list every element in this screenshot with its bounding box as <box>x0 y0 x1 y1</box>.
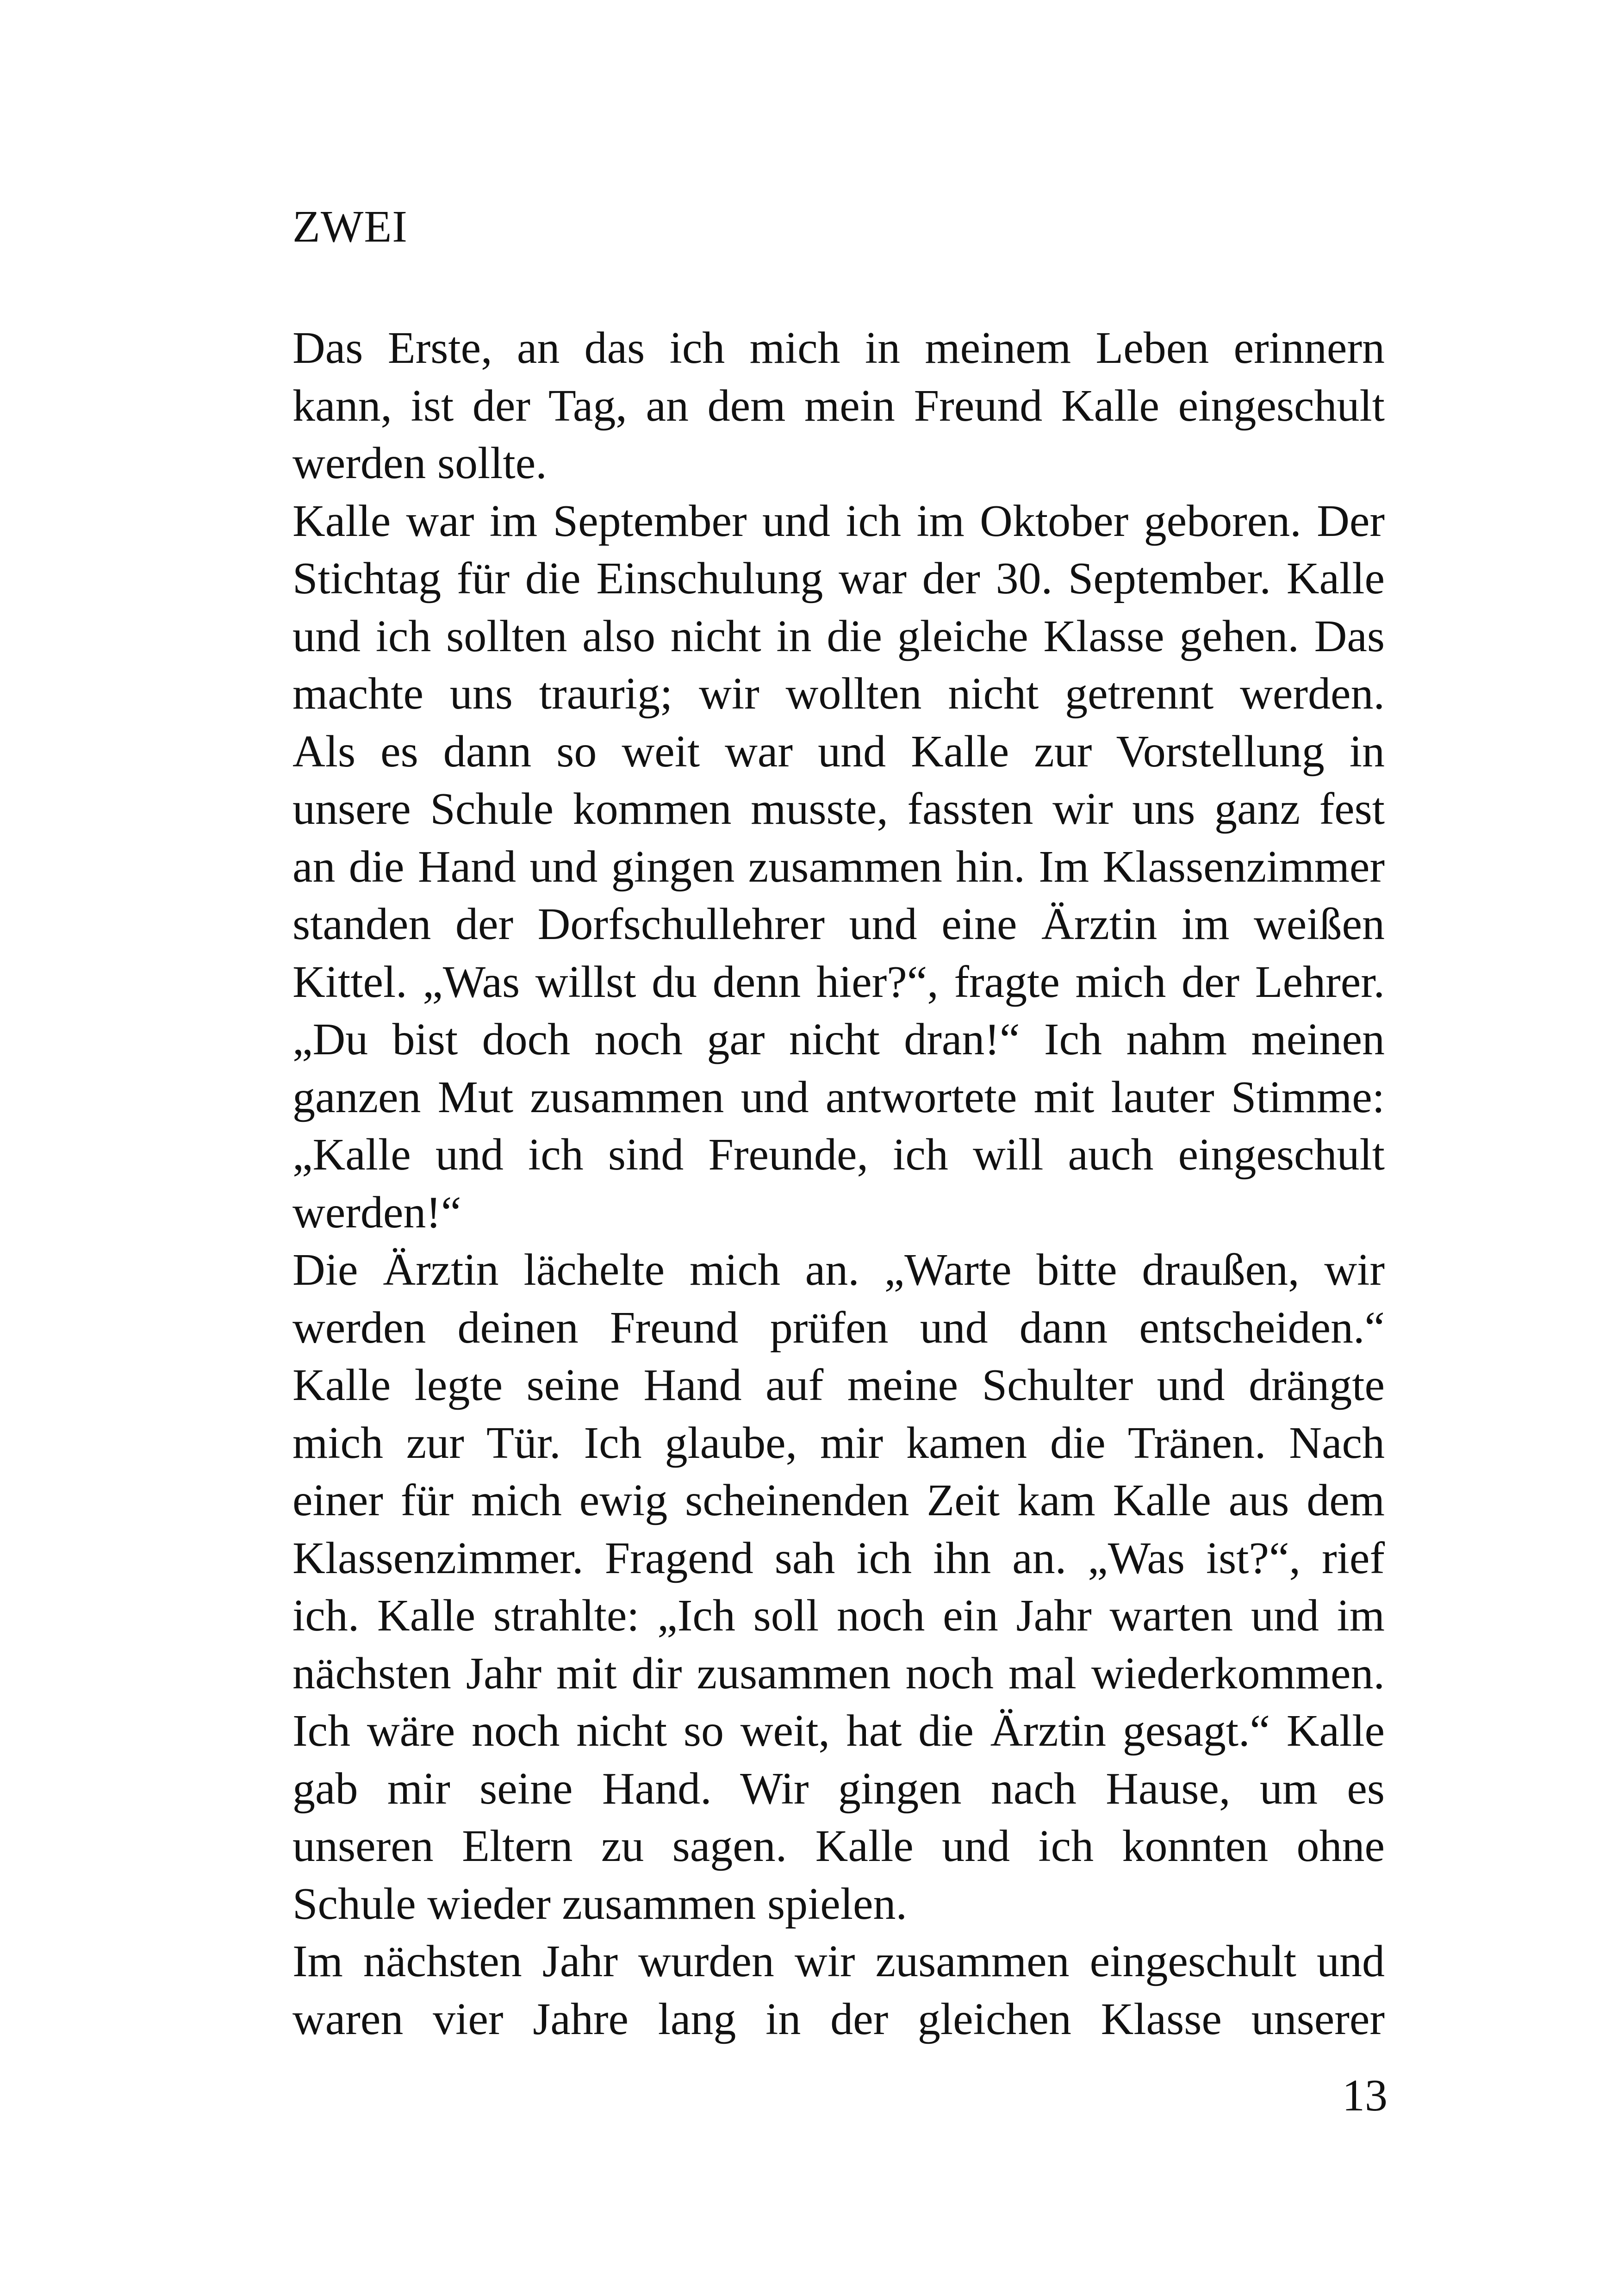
text-line: gab mir seine Hand. Wir gingen nach Hause, um es <box>292 1763 1385 1814</box>
text-line: mich zur Tür. Ich glaube, mir kamen die Tränen. Nach <box>292 1418 1385 1468</box>
text-line: Die Ärztin lächelte mich an. „Warte bitte draußen, wir <box>292 1245 1385 1295</box>
text-line: an die Hand und gingen zusammen hin. Im Klassenzimmer <box>292 841 1385 892</box>
text-line: waren vier Jahre lang in der gleichen Klasse unserer <box>292 1994 1385 2044</box>
text-line: nächsten Jahr mit dir zusammen noch mal wiederkommen. <box>292 1648 1385 1699</box>
text-line: Stichtag für die Einschulung war der 30. September. Kalle <box>292 554 1385 604</box>
text-line: Kalle legte seine Hand auf meine Schulter und drängte <box>292 1360 1385 1410</box>
text-line: ich. Kalle strahlte: „Ich soll noch ein Jahr warten und im <box>292 1591 1385 1641</box>
text-line: Als es dann so weit war und Kalle zur Vorstellung in <box>292 726 1385 777</box>
body-text <box>292 319 1385 2048</box>
text-line: werden deinen Freund prüfen und dann entscheiden.“ <box>292 1302 1385 1353</box>
text-line: werden sollte. <box>292 438 547 488</box>
page-number: 13 <box>1342 2071 1388 2121</box>
text-line: Kalle war im September und ich im Oktober geboren. Der <box>292 496 1385 546</box>
text-line: Ich wäre noch nicht so weit, hat die Ärztin gesagt.“ Kalle <box>292 1706 1385 1756</box>
text-line: einer für mich ewig scheinenden Zeit kam Kalle aus dem <box>292 1475 1385 1525</box>
text-line: Im nächsten Jahr wurden wir zusammen eingeschult und <box>292 1936 1385 1986</box>
text-line: und ich sollten also nicht in die gleiche Klasse gehen. Das <box>292 611 1385 661</box>
text-line: standen der Dorfschullehrer und eine Ärztin im weißen <box>292 899 1385 949</box>
text-line: Klassenzimmer. Fragend sah ich ihn an. „Was ist?“, rief <box>292 1533 1385 1583</box>
text-line: Kittel. „Was willst du denn hier?“, fragte mich der Lehrer. <box>292 957 1385 1007</box>
text-line: kann, ist der Tag, an dem mein Freund Kalle eingeschult <box>292 380 1385 431</box>
text-line: unsere Schule kommen musste, fassten wir uns ganz fest <box>292 784 1385 834</box>
text-line: Schule wieder zusammen spielen. <box>292 1879 908 1929</box>
text-line: machte uns traurig; wir wollten nicht getrennt werden. <box>292 669 1385 719</box>
chapter-title: ZWEI <box>292 202 408 252</box>
text-line: werden!“ <box>292 1187 461 1238</box>
text-line: „Kalle und ich sind Freunde, ich will auch eingeschult <box>292 1130 1385 1180</box>
text-line: Das Erste, an das ich mich in meinem Leben erinnern <box>292 323 1385 373</box>
text-line: unseren Eltern zu sagen. Kalle und ich konnten ohne <box>292 1821 1385 1871</box>
text-line: „Du bist doch noch gar nicht dran!“ Ich nahm meinen <box>292 1014 1385 1064</box>
text-line: ganzen Mut zusammen und antwortete mit lauter Stimme: <box>292 1072 1385 1122</box>
